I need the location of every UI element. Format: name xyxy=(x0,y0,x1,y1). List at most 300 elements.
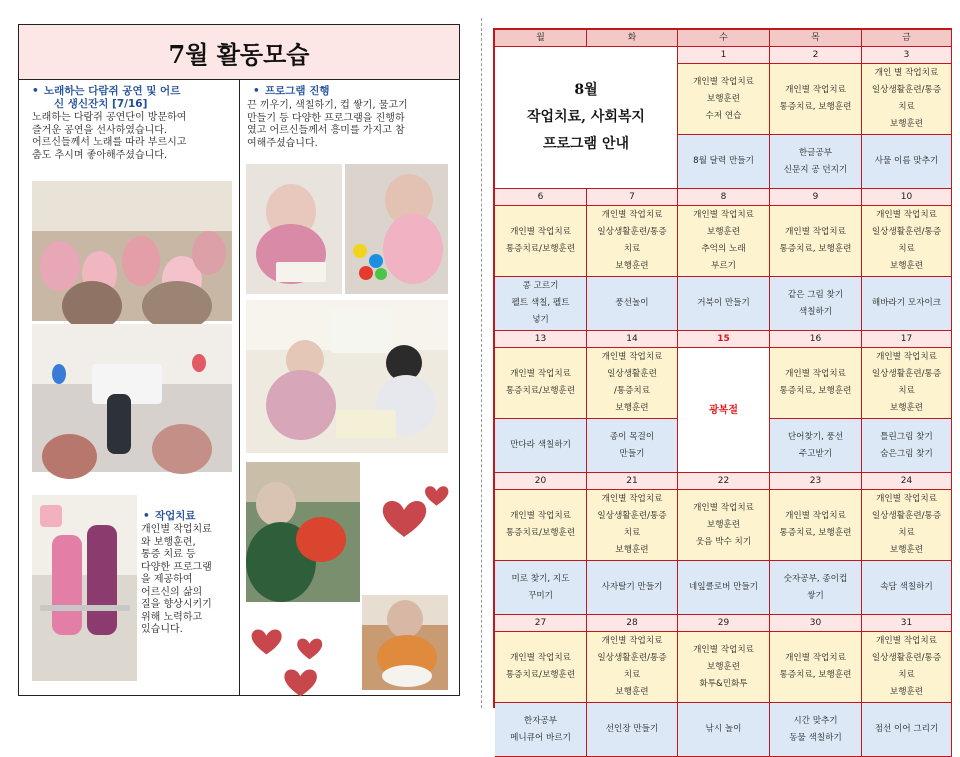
cell-text xyxy=(719,30,728,47)
calendar-title-line: 프로그램 안내 xyxy=(542,136,630,152)
afternoon-program xyxy=(862,277,952,331)
afternoon-program xyxy=(862,419,952,473)
body-line: 여해주셨습니다. xyxy=(247,137,318,149)
section-heading-concert xyxy=(32,85,234,111)
body-line: 어르신의 삶의 xyxy=(141,586,203,598)
cell-text xyxy=(511,571,569,605)
afternoon-program xyxy=(770,703,862,757)
afternoon-program xyxy=(770,419,862,473)
cell-text xyxy=(693,500,754,551)
cell-text xyxy=(510,437,571,454)
cell-line: 통증치료/보행훈련 xyxy=(505,670,576,680)
cell-line: 통증치료/보행훈련 xyxy=(505,528,576,538)
cell-text xyxy=(901,615,912,632)
cell-text xyxy=(697,295,750,312)
cell-line: 17 xyxy=(900,333,913,344)
bullet-icon: • xyxy=(253,85,260,97)
photo-concert-stage xyxy=(32,324,232,472)
afternoon-program xyxy=(678,277,770,331)
cell-line: 개인별 작업치료 xyxy=(876,352,937,362)
cell-line: 28 xyxy=(626,617,638,628)
cell-line: 일상생활훈련/통증 xyxy=(597,227,667,237)
weekday-header xyxy=(770,30,862,47)
afternoon-program xyxy=(862,561,952,615)
cell-line: 속담 색칠하기 xyxy=(880,582,933,592)
morning-program xyxy=(587,206,678,277)
cell-line: 보행훈련 xyxy=(889,261,924,271)
cell-line: 개인별 작업치료 xyxy=(693,644,754,655)
day-number xyxy=(862,615,952,632)
cell-line: 통증치료, 보행훈련 xyxy=(779,244,852,254)
calendar-title-line: 8월 xyxy=(574,82,598,98)
cell-line: 넣기 xyxy=(532,315,549,325)
cell-line: 색칠하기 xyxy=(798,306,833,317)
heart-icon xyxy=(423,483,451,509)
cell-line: 목 xyxy=(811,32,820,43)
cell-text xyxy=(901,331,912,348)
day-number xyxy=(587,331,678,348)
cell-line: 단어찾기, 풍선 xyxy=(787,431,844,442)
cell-line: 8월 달력 만들기 xyxy=(693,156,754,166)
cell-line: 개인별 작업치료 xyxy=(510,227,571,237)
cell-text xyxy=(901,473,912,490)
cell-line: 한글공부 xyxy=(798,147,833,158)
cell-line: 일상생활훈련/통증 xyxy=(871,85,942,95)
cell-line: 1 xyxy=(720,49,727,60)
weekday-header xyxy=(862,30,952,47)
cell-line: 개인별 작업치료 xyxy=(693,76,754,87)
afternoon-program xyxy=(678,703,770,757)
morning-program xyxy=(770,64,862,135)
section-heading-program xyxy=(253,85,455,98)
day-number xyxy=(862,189,952,206)
body-line: 춤도 추시며 좋아해주셨습니다. xyxy=(32,149,168,161)
cell-line: 틀린그림 찾기 xyxy=(880,431,933,442)
morning-program xyxy=(770,206,862,277)
day-number xyxy=(770,47,862,64)
calendar-title xyxy=(495,47,678,189)
cell-line: 광복절 xyxy=(709,404,738,416)
cell-line: 풍선놀이 xyxy=(615,298,649,308)
day-number xyxy=(770,615,862,632)
cell-line: 수저 연습 xyxy=(705,110,742,121)
morning-program xyxy=(587,348,678,419)
morning-program xyxy=(770,348,862,419)
day-number xyxy=(678,473,770,490)
cell-line: 부르기 xyxy=(711,261,736,271)
cell-line: 개인별 작업치료 xyxy=(785,227,846,237)
bullet-icon: • xyxy=(143,510,150,522)
cell-text xyxy=(689,579,758,596)
day-number xyxy=(495,331,587,348)
cell-text xyxy=(602,349,663,417)
body-line: 어르신들께서 노래를 따라 부르시고 xyxy=(32,137,187,148)
body-line: 있습니다. xyxy=(141,624,183,635)
afternoon-program xyxy=(587,561,678,615)
cell-line: 보행훈련 xyxy=(615,545,649,555)
day-number xyxy=(862,331,952,348)
cell-line: 신문지 공 던지기 xyxy=(783,164,848,175)
cell-line: 보행훈련 xyxy=(889,403,924,413)
cell-text xyxy=(602,579,663,596)
cell-line: 21 xyxy=(626,475,638,486)
cell-line: 추억의 노래 xyxy=(701,244,746,254)
cell-line: 개인별 작업치료 xyxy=(601,494,663,504)
cell-text xyxy=(721,189,727,206)
cell-text xyxy=(606,721,659,738)
cell-line: 보행훈련 xyxy=(889,545,924,555)
cell-text xyxy=(872,633,941,701)
cell-line: 사자탈기 만들기 xyxy=(601,582,663,592)
afternoon-program xyxy=(862,135,952,189)
cell-line: 거북이 만들기 xyxy=(697,298,750,308)
cell-text xyxy=(784,571,848,605)
cell-line: 개인별 작업치료 xyxy=(693,210,754,220)
heading-line-2: 신 생신잔치 [7/16] xyxy=(54,98,148,110)
afternoon-program xyxy=(495,419,587,473)
morning-program xyxy=(862,64,952,135)
cell-text xyxy=(717,331,730,348)
cell-line: 같은 그림 찾기 xyxy=(787,289,844,300)
cell-text xyxy=(693,207,754,275)
section-body-program xyxy=(247,100,457,150)
cell-text xyxy=(506,508,575,542)
cell-text xyxy=(813,189,819,206)
cell-line: 개인별 작업치료 xyxy=(601,352,663,362)
cell-text xyxy=(788,429,843,463)
cell-line: 31 xyxy=(900,617,913,628)
day-number xyxy=(862,473,952,490)
day-number xyxy=(770,189,862,206)
cell-line: 네잎클로버 만들기 xyxy=(688,582,759,592)
heading-line: 프로그램 진행 xyxy=(265,85,330,97)
cell-text xyxy=(780,224,852,258)
cell-line: 낚시 놀이 xyxy=(705,724,742,734)
program-calendar xyxy=(493,28,952,743)
cell-line: 개인별 작업치료 xyxy=(601,636,663,646)
day-number xyxy=(678,331,770,348)
photo-concert-audience xyxy=(32,181,232,321)
cell-line: 보행훈련 xyxy=(615,403,649,413)
cell-line: 점선 이어 그리기 xyxy=(874,724,939,734)
cell-line: 보행훈련 xyxy=(706,227,741,237)
day-number xyxy=(587,473,678,490)
cell-line: 일상생활훈련/통증 xyxy=(597,511,667,521)
cell-line: 꾸미기 xyxy=(528,590,553,601)
cell-text xyxy=(610,429,654,463)
cell-line: 20 xyxy=(534,475,547,486)
afternoon-program xyxy=(587,277,678,331)
cell-line: 보행훈련 xyxy=(706,661,741,672)
cell-line: 보행훈련 xyxy=(615,261,649,271)
cell-line: 보행훈련 xyxy=(615,687,649,697)
cell-line: 개인별 작업치료 xyxy=(785,369,846,379)
cell-text xyxy=(788,287,843,321)
cell-text xyxy=(718,615,729,632)
cell-text xyxy=(535,615,546,632)
cell-line: 2 xyxy=(812,49,819,60)
day-number xyxy=(495,615,587,632)
cell-line: 만들기 xyxy=(619,448,645,459)
body-line: 질을 향상시키기 xyxy=(141,599,212,610)
cell-text xyxy=(626,331,637,348)
bullet-icon: • xyxy=(32,85,39,97)
cell-line: 동물 색칠하기 xyxy=(789,732,842,743)
afternoon-program xyxy=(770,135,862,189)
cell-text xyxy=(709,402,738,419)
cell-text xyxy=(510,713,571,747)
afternoon-program xyxy=(495,277,587,331)
cell-line: 숨은그림 찾기 xyxy=(880,448,933,459)
cell-line: 개인별 작업치료 xyxy=(785,85,846,95)
afternoon-program xyxy=(678,135,770,189)
cell-line: /통증치료 xyxy=(613,386,651,396)
cell-text xyxy=(628,30,637,47)
morning-program xyxy=(862,348,952,419)
afternoon-program xyxy=(770,277,862,331)
page-title: 7월 활동모습 xyxy=(168,39,310,69)
cell-line: 통증치료, 보행훈련 xyxy=(779,670,852,680)
cell-line: 시간 맞추기 xyxy=(793,715,838,726)
afternoon-program xyxy=(587,703,678,757)
cell-line: 14 xyxy=(626,333,638,344)
cell-text xyxy=(538,189,544,206)
cell-line: 30 xyxy=(809,617,822,628)
cell-text xyxy=(872,207,941,275)
cell-line: 쌓기 xyxy=(807,590,824,601)
cell-line: 일상생활훈련/통증 xyxy=(871,369,942,379)
cell-line: 치료 xyxy=(898,528,915,538)
day-number xyxy=(678,189,770,206)
cell-line: 주고받기 xyxy=(798,448,833,459)
cell-line: 통증치료/보행훈련 xyxy=(505,386,576,396)
cell-text xyxy=(693,153,754,170)
cell-line: 7 xyxy=(629,191,635,202)
calendar-title-line: 작업치료, 사회복지 xyxy=(527,109,645,125)
cell-text xyxy=(810,331,821,348)
cell-text xyxy=(902,30,911,47)
morning-program xyxy=(587,632,678,703)
cell-line: 웃음 박수 치기 xyxy=(695,536,752,547)
cell-line: 메니큐어 바르기 xyxy=(510,732,571,743)
day-number xyxy=(862,47,952,64)
cell-text xyxy=(626,473,637,490)
weekday-header xyxy=(495,30,587,47)
photo-painting xyxy=(362,595,448,690)
afternoon-program xyxy=(587,419,678,473)
photo-cup-stacking xyxy=(345,164,448,294)
cell-line: 통증치료, 보행훈련 xyxy=(779,528,852,538)
cell-text xyxy=(810,615,821,632)
cell-line: 화투&민화투 xyxy=(699,678,748,689)
cell-text xyxy=(901,189,912,206)
cell-line: 개인별 작업치료 xyxy=(510,511,571,521)
cell-text xyxy=(780,508,852,542)
day-number xyxy=(587,189,678,206)
cell-text xyxy=(875,721,939,738)
cell-text xyxy=(626,615,637,632)
afternoon-program xyxy=(495,561,587,615)
column-divider xyxy=(239,80,240,696)
cell-text xyxy=(506,650,575,684)
cell-text xyxy=(535,331,546,348)
cell-text xyxy=(629,189,635,206)
cell-line: 수 xyxy=(719,32,728,43)
cell-line: 15 xyxy=(717,333,730,344)
cell-text xyxy=(880,579,933,596)
cell-text xyxy=(780,650,852,684)
cell-text xyxy=(511,278,569,329)
morning-program xyxy=(495,632,587,703)
cell-text xyxy=(597,633,666,701)
cell-line: 29 xyxy=(717,617,730,628)
body-line: 개인별 작업치료 xyxy=(141,524,212,535)
morning-program xyxy=(770,490,862,561)
body-line: 끈 끼우기, 색칠하기, 컵 쌓기, 물고기 xyxy=(247,100,408,111)
morning-program xyxy=(678,206,770,277)
cell-line: 해바라기 모자이크 xyxy=(871,298,942,308)
cell-line: 16 xyxy=(809,333,822,344)
cell-line: 치료 xyxy=(623,670,641,680)
heart-icon xyxy=(249,625,285,659)
cell-line: 치료 xyxy=(623,244,641,254)
cell-line: 개인별 작업치료 xyxy=(785,511,846,521)
cell-line: 종이 목걸이 xyxy=(609,431,655,442)
morning-program xyxy=(770,632,862,703)
cell-line: 일상생활훈련/통증 xyxy=(871,511,942,521)
body-line: 다양한 프로그램 xyxy=(141,561,212,573)
page-divider xyxy=(481,18,482,708)
day-number xyxy=(495,189,587,206)
heading-line: 작업치료 xyxy=(155,510,196,522)
cell-line: 개인 별 작업치료 xyxy=(874,68,939,78)
cell-line: 개인별 작업치료 xyxy=(601,210,663,220)
photo-coloring xyxy=(246,164,342,294)
cell-text xyxy=(872,349,941,417)
heart-icon xyxy=(295,635,325,663)
body-line: 위해 노력하고 xyxy=(141,611,203,623)
body-line: 노래하는 다람쥐 공연단이 방문하여 xyxy=(32,112,187,123)
cell-line: 개인별 작업치료 xyxy=(876,494,937,504)
cell-line: 한자공부 xyxy=(523,715,558,726)
morning-program xyxy=(862,490,952,561)
cell-text xyxy=(780,366,852,400)
cell-text xyxy=(872,295,941,312)
afternoon-program xyxy=(678,561,770,615)
day-number xyxy=(495,473,587,490)
body-line: 을 제공하여 xyxy=(141,574,193,585)
heading-line-1: 노래하는 다람쥐 공연 및 어르 xyxy=(44,85,181,97)
cell-line: 일상생활훈련/통증 xyxy=(597,653,667,663)
cell-line: 치료 xyxy=(898,102,915,112)
cell-line: 선인장 만들기 xyxy=(605,724,659,734)
cell-line: 화 xyxy=(627,32,637,43)
body-line: 였고 어르신들께서 흥미를 가지고 참 xyxy=(247,125,405,136)
holiday-cell xyxy=(678,348,770,473)
day-number xyxy=(770,331,862,348)
cell-text xyxy=(904,47,910,64)
cell-line: 8 xyxy=(720,191,727,202)
photo-group-coloring xyxy=(246,300,448,453)
cell-text xyxy=(813,47,819,64)
section-body-concert xyxy=(32,112,237,162)
section-heading-ot xyxy=(143,510,235,523)
weekday-header xyxy=(587,30,678,47)
morning-program xyxy=(678,490,770,561)
cell-line: 보행훈련 xyxy=(889,687,924,697)
cell-line: 13 xyxy=(534,333,547,344)
afternoon-program xyxy=(862,703,952,757)
cell-line: 금 xyxy=(902,32,911,43)
cell-text xyxy=(597,207,666,275)
cell-text xyxy=(811,30,820,47)
morning-program xyxy=(678,632,770,703)
cell-text xyxy=(872,65,941,133)
body-line: 만들기 등 다양한 프로그램을 진행하 xyxy=(247,112,405,124)
cell-line: 22 xyxy=(717,475,730,486)
newsletter-panel xyxy=(18,24,460,696)
cell-line: 10 xyxy=(900,191,913,202)
morning-program xyxy=(495,348,587,419)
cell-line: 개인별 작업치료 xyxy=(693,502,754,513)
cell-line: 3 xyxy=(903,49,910,60)
morning-program xyxy=(495,206,587,277)
body-line: 와 보행훈련, xyxy=(141,536,196,548)
cell-line: 개인별 작업치료 xyxy=(876,636,937,646)
day-number xyxy=(678,47,770,64)
afternoon-program xyxy=(770,561,862,615)
day-number xyxy=(678,615,770,632)
cell-text xyxy=(810,473,821,490)
afternoon-program xyxy=(495,703,587,757)
morning-program xyxy=(678,64,770,135)
cell-line: 개인별 작업치료 xyxy=(510,653,571,663)
cell-line: 6 xyxy=(537,191,544,202)
cell-text xyxy=(693,642,754,693)
day-number xyxy=(587,615,678,632)
morning-program xyxy=(862,632,952,703)
cell-text xyxy=(506,224,575,258)
cell-text xyxy=(506,366,575,400)
cell-line: 보행훈련 xyxy=(706,93,741,104)
cell-text xyxy=(718,473,729,490)
cell-line: 27 xyxy=(534,617,547,628)
cell-text xyxy=(875,153,939,170)
cell-line: 24 xyxy=(900,475,913,486)
cell-line: 일상생활훈련/통증 xyxy=(871,227,942,237)
morning-program xyxy=(495,490,587,561)
cell-text xyxy=(597,491,666,559)
morning-program xyxy=(862,206,952,277)
cell-line: 23 xyxy=(809,475,822,486)
cell-line: 통증치료, 보행훈련 xyxy=(779,386,852,396)
cell-text xyxy=(872,491,941,559)
cell-line: 통증치료, 보행훈련 xyxy=(779,102,852,112)
cell-line: 일상생활훈련 xyxy=(607,369,657,379)
cell-line: 숫자공부, 종이컵 xyxy=(783,573,848,584)
cell-line: 만다라 색칠하기 xyxy=(510,440,571,450)
cell-text xyxy=(780,82,852,116)
section-body-ot xyxy=(141,524,237,637)
cell-line: 치료 xyxy=(898,386,915,396)
cell-line: 개인별 작업치료 xyxy=(876,210,937,220)
cell-text xyxy=(721,47,727,64)
cell-line: 통증치료/보행훈련 xyxy=(505,244,576,254)
cell-line: 콩 고르기 xyxy=(522,281,559,291)
cell-line: 보행훈련 xyxy=(706,519,741,530)
weekday-header xyxy=(678,30,770,47)
cell-line: 사물 이름 맞추기 xyxy=(874,156,939,166)
